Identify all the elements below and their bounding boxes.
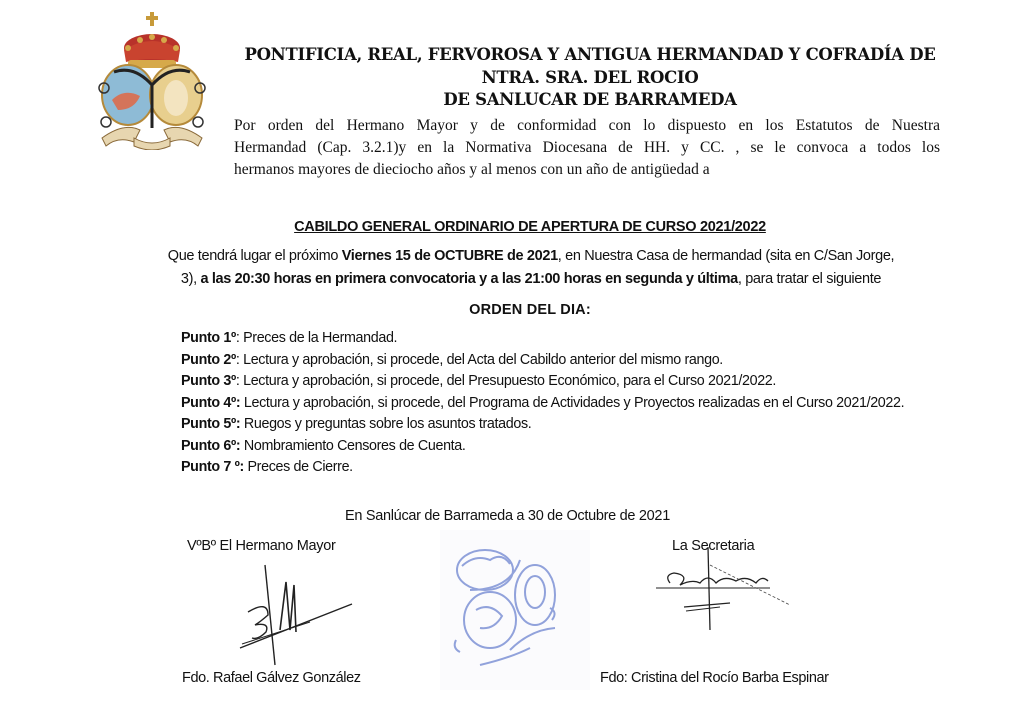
crest-logo (94, 10, 210, 150)
signature-hermano-mayor (230, 560, 360, 670)
convocation-paragraph (106, 245, 956, 291)
signature-right-name: Fdo: Cristina del Rocío Barba Espinar (600, 670, 829, 686)
agenda-item (181, 436, 951, 458)
convocation-text: 3), (180, 271, 201, 287)
agenda-item-label: Punto 5º: (181, 416, 241, 432)
agenda-list (181, 328, 951, 479)
convocation-text: , en Nuestra Casa de hermandad (sita en C/San Jorge, (557, 248, 895, 264)
agenda-item (181, 371, 951, 393)
intro-line: hermanos mayores de dieciocho años y al menos con un año de antigüedad a (234, 161, 710, 178)
agenda-item-text: Lectura y aprobación, si procede, del Acta del Cabildo anterior del mismo rango. (243, 351, 723, 368)
crest-icon (94, 10, 210, 150)
convocation-text: Que tendrá lugar el próximo (167, 248, 342, 264)
header-line-2: NTRA. SRA. DEL ROCIO (481, 68, 699, 87)
agenda-item-label: Punto 4º: (181, 394, 241, 411)
signature-right-role: La Secretaria (672, 538, 755, 554)
agenda-item-text: Lectura y aprobación, si procede, del Presupuesto Económico, para el Curso 2021/2022. (243, 373, 777, 389)
agenda-item (181, 328, 951, 350)
agenda-item (181, 457, 951, 479)
stamp-seal-icon (440, 530, 590, 690)
signature-left-name: Fdo. Rafael Gálvez González (182, 670, 361, 686)
agenda-item-sep: : (235, 330, 244, 346)
convocation-text: , para tratar el siguiente (737, 271, 882, 287)
agenda-item-text: Preces de Cierre. (247, 459, 353, 475)
convocation-times: a las 20:30 horas en primera convocatoria y a las 21:00 horas en segunda y última (200, 271, 738, 287)
header-line-1: PONTIFICIA, REAL, FERVOROSA Y ANTIGUA HERMANDAD Y COFRADÍA DE (244, 45, 936, 64)
handwritten-signature-icon (650, 545, 790, 635)
hermandad-stamp (440, 530, 590, 690)
agenda-item-sep: : (235, 351, 244, 368)
agenda-item-label: Punto 6º: (181, 437, 241, 454)
agenda-item (181, 414, 951, 436)
convocation-date: Viernes 15 de OCTUBRE de 2021 (341, 248, 558, 264)
orden-title: ORDEN DEL DIA: (469, 302, 591, 318)
agenda-item (181, 393, 951, 415)
agenda-item-label: Punto 3º (181, 373, 236, 389)
handwritten-signature-icon (230, 560, 360, 670)
agenda-item-text: Ruegos y preguntas sobre los asuntos tratados. (243, 416, 532, 432)
agenda-item-label: Punto 2º (181, 351, 236, 368)
intro-line: Hermandad (Cap. 3.2.1)y en la Normativa Diocesana de HH. y CC. , se le convoca a todos los (234, 139, 940, 156)
signature-left-role: VºBº El Hermano Mayor (187, 538, 336, 554)
agenda-item-label: Punto 7 º: (181, 459, 244, 475)
intro-line: Por orden del Hermano Mayor y de conformidad con lo dispuesto en los Estatutos de Nuestra (234, 117, 940, 134)
intro-paragraph (234, 115, 940, 181)
agenda-item-text: Nombramiento Censores de Cuenta. (243, 437, 466, 454)
signature-secretaria (650, 545, 790, 635)
agenda-item-label: Punto 1º (181, 330, 236, 346)
agenda-item-text: Preces de la Hermandad. (243, 330, 398, 346)
agenda-item (181, 350, 951, 372)
cabildo-title: CABILDO GENERAL ORDINARIO DE APERTURA DE CURSO 2021/2022 (294, 219, 766, 235)
place-date: En Sanlúcar de Barrameda a 30 de Octubre de 2021 (345, 508, 670, 524)
agenda-item-sep: : (235, 373, 244, 389)
agenda-item-text: Lectura y aprobación, si procede, del Programa de Actividades y Proyectos realizadas en el Curso 2021/2022. (243, 394, 905, 411)
header-line-3: DE SANLUCAR DE BARRAMEDA (443, 90, 737, 109)
